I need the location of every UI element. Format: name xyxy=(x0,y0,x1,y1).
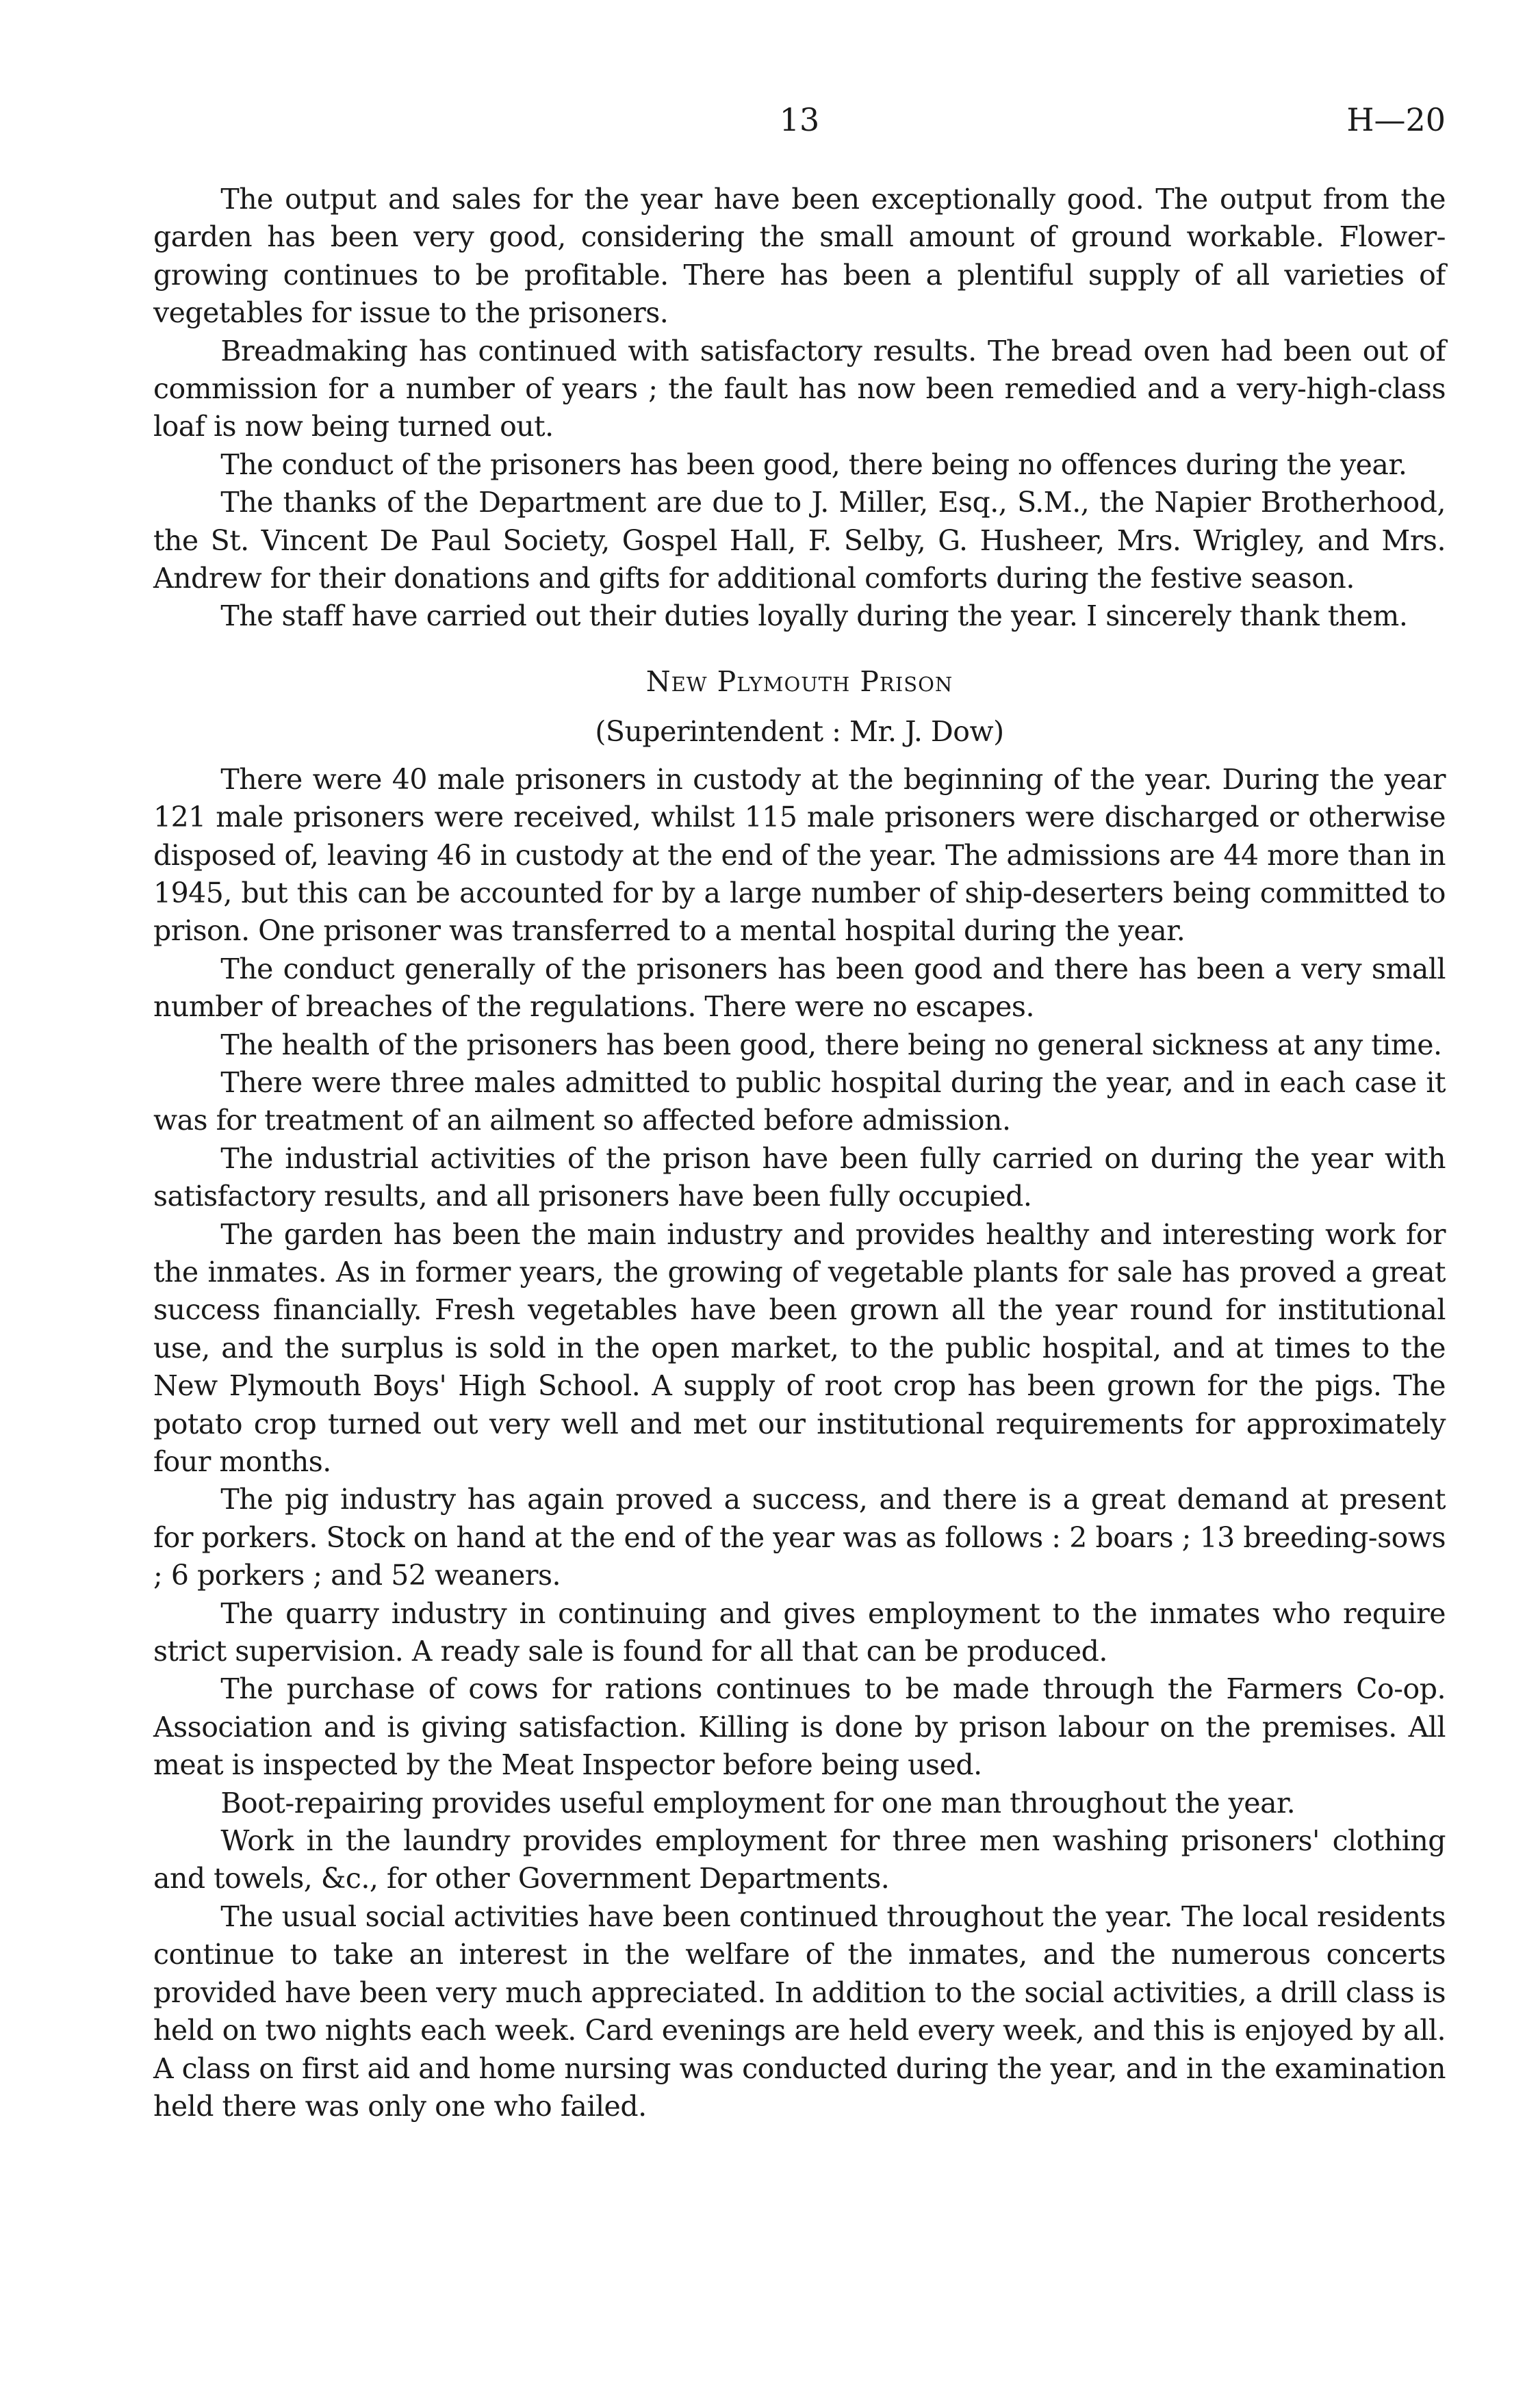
paragraph: The conduct generally of the prisoners has been good and there has been a very small number of breaches of the regulations. There were no escapes. xyxy=(153,952,1446,1024)
paragraph: Work in the laundry provides employment for three men washing prisoners' clothing and towels, &c., for other Government Departments. xyxy=(153,1824,1446,1895)
paragraph: There were three males admitted to public hospital during the year, and in each case it was for treatment of an ailment so affected before admission. xyxy=(153,1065,1446,1137)
paragraph: The garden has been the main industry and provides healthy and interesting work for the inmates. As in former years, the growing of vegetable plants for sale has proved a great success financially. Fresh vegetables have been grown all the year round for institutional use, and the surplus is sold in the open market, to the public hospital, and at times to the New Plymouth Boys' High School. A supply of root crop has been grown for the pigs. The potato crop turned out very well and met our institutional requirements for approximately four months. xyxy=(153,1217,1446,1478)
body-text xyxy=(153,181,1446,2125)
paragraph: The output and sales for the year have been exceptionally good. The output from the garden has been very good, considering the small amount of ground workable. Flower-growing continues to be profitable. There has been a plentiful supply of all varieties of vegetables for issue to the prisoners. xyxy=(153,183,1446,330)
document-reference: H—20 xyxy=(1346,101,1446,138)
paragraph: The staff have carried out their duties loyally during the year. I sincerely thank them. xyxy=(220,599,1408,633)
paragraph: The health of the prisoners has been good, there being no general sickness at any time. xyxy=(220,1028,1442,1061)
section-heading: New Plymouth Prison xyxy=(645,664,953,698)
page-header xyxy=(153,96,1446,144)
paragraph: The thanks of the Department are due to J. Miller, Esq., S.M., the Napier Brotherhood, the St. Vincent De Paul Society, Gospel Hall, F. Selby, G. Husheer, Mrs. Wrigley, and Mrs. Andrew for their donations and gifts for additional comforts during the festive season. xyxy=(153,486,1446,595)
paragraph: The industrial activities of the prison have been fully carried on during the year with satisfactory results, and all prisoners have been fully occupied. xyxy=(153,1141,1446,1213)
paragraph: The conduct of the prisoners has been good, there being no offences during the year. xyxy=(220,448,1407,481)
paragraph: The quarry industry in continuing and gives employment to the inmates who require strict supervision. A ready sale is found for all that can be produced. xyxy=(153,1596,1446,1668)
paragraph: The purchase of cows for rations continues to be made through the Farmers Co-op. Association and is giving satisfaction. Killing is done by prison labour on the premises. All meat is inspected by the Meat Inspector before being used. xyxy=(153,1672,1446,1782)
paragraph: Boot-repairing provides useful employment for one man throughout the year. xyxy=(220,1786,1296,1820)
paragraph: The usual social activities have been continued throughout the year. The local residents continue to take an interest in the welfare of the inmates, and the numerous concerts provided have been very much appreciated. In addition to the social activities, a drill class is held on two nights each week. Card evenings are held every week, and this is enjoyed by all. A class on first aid and home nursing was conducted during the year, and in the examination held there was only one who failed. xyxy=(153,1900,1446,2123)
section-subheading: (Superintendent : Mr. J. Dow) xyxy=(595,715,1004,749)
paragraph: The pig industry has again proved a success, and there is a great demand at present for porkers. Stock on hand at the end of the year was as follows : 2 boars ; 13 breeding-sows ; 6 porkers ; and 52 weaners. xyxy=(153,1483,1446,1592)
paragraph: There were 40 male prisoners in custody at the beginning of the year. During the year 121 male prisoners were received, whilst 115 male prisoners were discharged or otherwise disposed of, leaving 46 in custody at the end of the year. The admissions are 44 more than in 1945, but this can be accounted for by a large number of ship-deserters being committed to prison. One prisoner was transferred to a mental hospital during the year. xyxy=(153,762,1446,948)
page-number: 13 xyxy=(779,101,820,138)
paragraph: Breadmaking has continued with satisfactory results. The bread oven had been out of commission for a number of years ; the fault has now been remedied and a very-high-class loaf is now being turned out. xyxy=(153,334,1446,443)
